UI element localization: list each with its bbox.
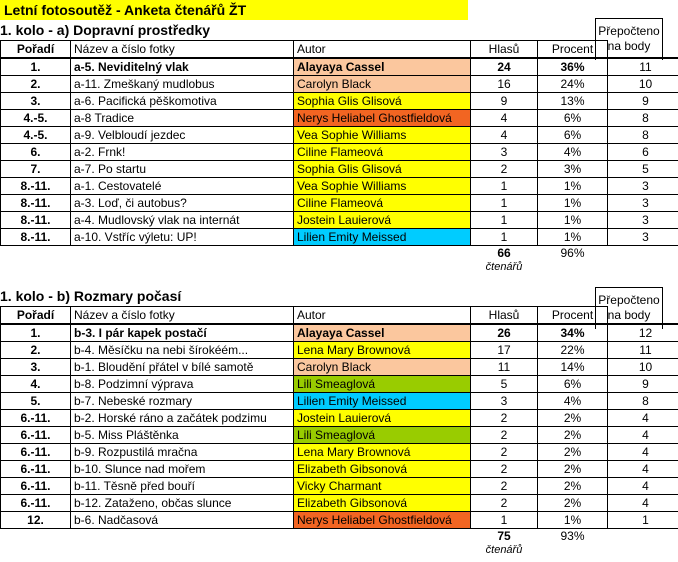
points-cell: 8 (608, 110, 678, 127)
points-cell: 10 (608, 359, 678, 376)
points-cell: 4 (608, 444, 678, 461)
points-cell: 9 (608, 93, 678, 110)
header-percent: Procent (538, 307, 608, 325)
table-row (1, 195, 678, 212)
total-votes-value: 75 (497, 529, 511, 543)
votes-cell: 9 (471, 93, 538, 110)
header-rank: Pořadí (1, 41, 71, 59)
rank-cell: 7. (1, 161, 71, 178)
header-row (1, 41, 678, 59)
author-cell: Nerys Heliabel Ghostfieldová (294, 512, 471, 529)
totals-spacer (71, 529, 294, 560)
votes-cell: 2 (471, 427, 538, 444)
percent-cell: 2% (538, 427, 608, 444)
header-title: Název a číslo fotky (71, 41, 294, 59)
totals-row (1, 246, 678, 277)
author-cell: Carolyn Black (294, 359, 471, 376)
author-cell: Vea Sophie Williams (294, 178, 471, 195)
rank-cell: 5. (1, 393, 71, 410)
votes-cell: 2 (471, 478, 538, 495)
table-row (1, 427, 678, 444)
points-cell: 1 (608, 512, 678, 529)
photo-title-cell: a-5. Neviditelný vlak (71, 58, 294, 76)
points-cell: 3 (608, 212, 678, 229)
percent-cell: 3% (538, 161, 608, 178)
author-cell: Ciline Flameová (294, 144, 471, 161)
total-votes-label: čtenářů (485, 544, 523, 556)
points-cell: 11 (608, 58, 678, 76)
table-row (1, 161, 678, 178)
table-row (1, 212, 678, 229)
sheet-title: Letní fotosoutěž - Anketa čtenářů ŽT (0, 0, 468, 20)
votes-cell: 17 (471, 342, 538, 359)
photo-title-cell: b-10. Slunce nad mořem (71, 461, 294, 478)
points-header-b: Přepočteno na body (595, 287, 663, 329)
votes-cell: 2 (471, 410, 538, 427)
photo-title-cell: b-7. Nebeské rozmary (71, 393, 294, 410)
points-cell: 4 (608, 427, 678, 444)
votes-cell: 1 (471, 229, 538, 246)
percent-cell: 1% (538, 512, 608, 529)
header-points-spacer (608, 307, 678, 325)
totals-spacer (1, 246, 71, 277)
table-row (1, 376, 678, 393)
table-row (1, 478, 678, 495)
percent-cell: 4% (538, 393, 608, 410)
photo-title-cell: a-1. Cestovatelé (71, 178, 294, 195)
rank-cell: 6.-11. (1, 427, 71, 444)
table-row (1, 359, 678, 376)
votes-cell: 2 (471, 461, 538, 478)
author-cell: Jostein Lauierová (294, 212, 471, 229)
header-author: Autor (294, 41, 471, 59)
author-cell: Sophia Glis Glisová (294, 93, 471, 110)
rank-cell: 2. (1, 342, 71, 359)
rank-cell: 1. (1, 58, 71, 76)
photo-title-cell: b-12. Zataženo, občas slunce (71, 495, 294, 512)
rank-cell: 8.-11. (1, 229, 71, 246)
header-votes: Hlasů (471, 41, 538, 59)
table-row (1, 110, 678, 127)
photo-title-cell: b-6. Nadčasová (71, 512, 294, 529)
header-title: Název a číslo fotky (71, 307, 294, 325)
table-row (1, 324, 678, 342)
percent-cell: 2% (538, 410, 608, 427)
table-row (1, 127, 678, 144)
rank-cell: 6.-11. (1, 444, 71, 461)
votes-cell: 5 (471, 376, 538, 393)
table-row (1, 93, 678, 110)
author-cell: Lilien Emity Meissed (294, 229, 471, 246)
table-row (1, 410, 678, 427)
percent-cell: 1% (538, 212, 608, 229)
totals-spacer (608, 246, 678, 277)
rank-cell: 8.-11. (1, 178, 71, 195)
results-table-b (0, 306, 678, 559)
points-cell: 12 (608, 324, 678, 342)
table-row (1, 393, 678, 410)
photo-title-cell: b-8. Podzimní výprava (71, 376, 294, 393)
votes-cell: 16 (471, 76, 538, 93)
results-table-a (0, 40, 678, 276)
photo-title-cell: b-4. Měsíčku na nebi šírokéém... (71, 342, 294, 359)
votes-cell: 1 (471, 195, 538, 212)
points-cell: 9 (608, 376, 678, 393)
percent-cell: 2% (538, 478, 608, 495)
photo-title-cell: b-1. Bloudění přátel v bílé samotě (71, 359, 294, 376)
votes-cell: 3 (471, 144, 538, 161)
author-cell: Vea Sophie Williams (294, 127, 471, 144)
photo-title-cell: b-2. Horské ráno a začátek podzimu (71, 410, 294, 427)
photo-title-cell: a-10. Vstříc výletu: UP! (71, 229, 294, 246)
author-cell: Ciline Flameová (294, 195, 471, 212)
votes-cell: 2 (471, 444, 538, 461)
table-row (1, 512, 678, 529)
author-cell: Lili Smeaglová (294, 376, 471, 393)
table-row (1, 444, 678, 461)
votes-cell: 1 (471, 512, 538, 529)
table-row (1, 58, 678, 76)
rank-cell: 4.-5. (1, 127, 71, 144)
author-cell: Jostein Lauierová (294, 410, 471, 427)
author-cell: Lilien Emity Meissed (294, 393, 471, 410)
points-header-a: Přepočteno na body (595, 18, 663, 60)
percent-cell: 14% (538, 359, 608, 376)
table-row (1, 229, 678, 246)
photo-title-cell: a-7. Po startu (71, 161, 294, 178)
percent-cell: 24% (538, 76, 608, 93)
percent-cell: 1% (538, 195, 608, 212)
rank-cell: 2. (1, 76, 71, 93)
author-cell: Alayaya Cassel (294, 324, 471, 342)
rank-cell: 3. (1, 359, 71, 376)
total-votes-label: čtenářů (485, 261, 523, 273)
photo-title-cell: a-3. Loď, či autobus? (71, 195, 294, 212)
author-cell: Nerys Heliabel Ghostfieldová (294, 110, 471, 127)
table-row (1, 178, 678, 195)
header-percent: Procent (538, 41, 608, 59)
points-cell: 11 (608, 342, 678, 359)
points-cell: 8 (608, 393, 678, 410)
header-points-spacer (608, 41, 678, 59)
rank-cell: 6.-11. (1, 461, 71, 478)
rank-cell: 8.-11. (1, 212, 71, 229)
votes-cell: 26 (471, 324, 538, 342)
percent-cell: 13% (538, 93, 608, 110)
photo-title-cell: a-2. Frnk! (71, 144, 294, 161)
percent-cell: 2% (538, 461, 608, 478)
votes-cell: 24 (471, 58, 538, 76)
photo-title-cell: a-8 Tradice (71, 110, 294, 127)
header-row (1, 307, 678, 325)
header-author: Autor (294, 307, 471, 325)
photo-title-cell: b-3. I pár kapek postačí (71, 324, 294, 342)
total-votes (471, 529, 538, 560)
author-cell: Lena Mary Brownová (294, 444, 471, 461)
rank-cell: 6.-11. (1, 495, 71, 512)
percent-cell: 2% (538, 495, 608, 512)
points-cell: 4 (608, 495, 678, 512)
points-cell: 3 (608, 229, 678, 246)
author-cell: Alayaya Cassel (294, 58, 471, 76)
totals-spacer (294, 529, 471, 560)
total-percent: 93% (560, 529, 585, 543)
rank-cell: 4. (1, 376, 71, 393)
votes-cell: 1 (471, 212, 538, 229)
table-row (1, 461, 678, 478)
votes-cell: 3 (471, 393, 538, 410)
percent-cell: 1% (538, 229, 608, 246)
totals-spacer (71, 246, 294, 277)
points-cell: 8 (608, 127, 678, 144)
rank-cell: 4.-5. (1, 110, 71, 127)
table-row (1, 342, 678, 359)
votes-cell: 11 (471, 359, 538, 376)
rank-cell: 6.-11. (1, 410, 71, 427)
section-caption-a: 1. kolo - a) Dopravní prostředky (0, 22, 211, 38)
votes-cell: 4 (471, 110, 538, 127)
author-cell: Elizabeth Gibsonová (294, 461, 471, 478)
table-row (1, 495, 678, 512)
photo-title-cell: b-11. Těsně před bouří (71, 478, 294, 495)
photo-title-cell: a-11. Zmeškaný mudlobus (71, 76, 294, 93)
header-rank: Pořadí (1, 307, 71, 325)
points-cell: 4 (608, 478, 678, 495)
points-cell: 10 (608, 76, 678, 93)
totals-spacer (1, 529, 71, 560)
points-cell: 6 (608, 144, 678, 161)
total-percent: 96% (560, 246, 585, 260)
table-row (1, 144, 678, 161)
totals-spacer (608, 529, 678, 560)
rank-cell: 3. (1, 93, 71, 110)
photo-title-cell: a-6. Pacifická pěškomotiva (71, 93, 294, 110)
percent-cell: 22% (538, 342, 608, 359)
author-cell: Vicky Charmant (294, 478, 471, 495)
author-cell: Lena Mary Brownová (294, 342, 471, 359)
votes-cell: 2 (471, 495, 538, 512)
photo-title-cell: a-4. Mudlovský vlak na internát (71, 212, 294, 229)
photo-title-cell: b-9. Rozpustilá mračna (71, 444, 294, 461)
points-cell: 3 (608, 195, 678, 212)
author-cell: Sophia Glis Glisová (294, 161, 471, 178)
author-cell: Lili Smeaglová (294, 427, 471, 444)
author-cell: Elizabeth Gibsonová (294, 495, 471, 512)
table-row (1, 76, 678, 93)
percent-cell: 6% (538, 376, 608, 393)
photo-title-cell: a-9. Velbloudí jezdec (71, 127, 294, 144)
totals-spacer (294, 246, 471, 277)
percent-cell: 4% (538, 144, 608, 161)
rank-cell: 1. (1, 324, 71, 342)
percent-cell: 6% (538, 127, 608, 144)
votes-cell: 4 (471, 127, 538, 144)
percent-cell: 1% (538, 178, 608, 195)
percent-cell: 36% (538, 58, 608, 76)
author-cell: Carolyn Black (294, 76, 471, 93)
points-cell: 5 (608, 161, 678, 178)
rank-cell: 6.-11. (1, 478, 71, 495)
percent-cell: 2% (538, 444, 608, 461)
percent-cell: 34% (538, 324, 608, 342)
votes-cell: 2 (471, 161, 538, 178)
rank-cell: 8.-11. (1, 195, 71, 212)
points-cell: 3 (608, 178, 678, 195)
percent-cell: 6% (538, 110, 608, 127)
rank-cell: 6. (1, 144, 71, 161)
rank-cell: 12. (1, 512, 71, 529)
points-cell: 4 (608, 461, 678, 478)
photo-title-cell: b-5. Miss Pláštěnka (71, 427, 294, 444)
points-cell: 4 (608, 410, 678, 427)
total-votes-value: 66 (497, 246, 511, 260)
total-votes (471, 246, 538, 277)
header-votes: Hlasů (471, 307, 538, 325)
votes-cell: 1 (471, 178, 538, 195)
totals-row (1, 529, 678, 560)
section-caption-b: 1. kolo - b) Rozmary počasí (0, 288, 182, 304)
